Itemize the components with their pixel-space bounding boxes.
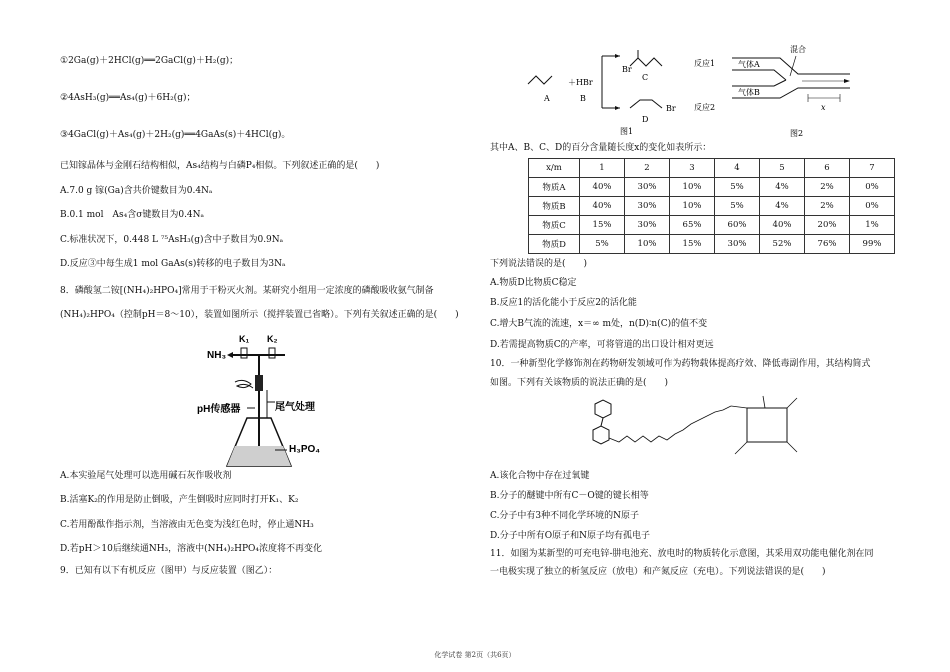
table-cell: 物质D [529,235,580,254]
table-row [529,235,895,254]
q10-option-d: D.分子中所有O原子和N原子均有孤电子 [490,531,651,541]
table-cell: 4% [760,197,805,216]
table-header-cell: 6 [805,159,850,178]
table-row [529,197,895,216]
equation-1: ①2Ga(g)＋2HCl(g)══2GaCl(g)＋H₂(g)； [60,56,239,66]
percentage-table [528,158,895,254]
table-cell: 10% [625,235,670,254]
table-cell: 52% [760,235,805,254]
reaction-figure-2 [690,40,870,138]
table-cell: 30% [625,197,670,216]
q7-stem: 已知镓晶体与金刚石结构相似，As₄结构与白磷P₄相似。下列叙述正确的是( ) [60,161,380,171]
table-row [529,216,895,235]
table-cell: 2% [805,178,850,197]
reaction-figure-1 [520,38,700,138]
table-header-cell: 5 [760,159,805,178]
q8-apparatus-figure [195,330,345,470]
table-cell: 0% [850,197,895,216]
page-footer: 化学试卷 第2页（共6页） [434,651,516,659]
k2-label: K₂ [267,334,278,344]
fig1-br-2: Br [666,104,676,113]
fig2-gas-a: 气体A [738,60,760,69]
q10-stem-line1: 10．一种新型化学修饰剂在药物研发领域可作为药物载体提高疗效、降低毒副作用，其结构简式 [490,359,871,369]
table-cell: 10% [670,178,715,197]
q10-stem-line2: 如图。下列有关该物质的说法正确的是( ) [490,378,669,388]
table-cell: 40% [760,216,805,235]
table-row [529,178,895,197]
fig2-x-label: x [821,103,826,112]
q8-option-a: A.本实验尾气处理可以选用碱石灰作吸收剂 [60,471,232,481]
table-header-cell: 4 [715,159,760,178]
table-cell: 40% [580,178,625,197]
fig2-gas-b: 气体B [738,88,760,97]
q7-option-d: D.反应③中每生成1 mol GaAs(s)转移的电子数目为3Nₐ [60,259,286,269]
table-cell: 5% [715,197,760,216]
table-intro: 其中A、B、C、D的百分含量随长度x的变化如表所示： [490,143,712,153]
q11-stem-line2: 一电极实现了独立的析氢反应（放电）和产氮反应（充电）。下列说法错误的是( ) [490,567,826,577]
table-header-cell: 2 [625,159,670,178]
q10-structure-figure [575,390,825,470]
table-cell: 物质A [529,178,580,197]
q8-option-b: B.活塞K₂的作用是防止倒吸，产生倒吸时应同时打开K₁、K₂ [60,495,299,505]
q7-option-a: A.7.0 g 镓(Ga)含共价键数目为0.4Nₐ [60,186,213,196]
fig1-caption: 图1 [620,127,634,136]
k1-label: K₁ [239,334,250,344]
q9-stem: 9．已知有以下有机反应（图甲）与反应装置（图乙）： [60,566,278,576]
q11-stem-line1: 11．如图为某新型的可充电锌-肼电池充、放电时的物质转化示意图，其采用双功能电催化剂在同 [490,549,874,559]
fig1-label-b: B [580,94,586,103]
fig1-br-1: Br [622,65,632,74]
table-cell: 40% [580,197,625,216]
fig2-caption: 图2 [790,129,804,138]
fig2-reaction-1: 反应1 [694,59,716,68]
table-cell: 2% [805,197,850,216]
table-header-cell: 7 [850,159,895,178]
equation-3: ③4GaCl(g)＋As₄(g)＋2H₂(g)══4GaAs(s)＋4HCl(g)。 [60,130,291,140]
table-cell: 76% [805,235,850,254]
fig1-plus-hbr: ＋HBr [568,78,593,87]
q8-stem-line2: (NH₄)₂HPO₄（控制pH＝8～10），装置如图所示（搅拌装置已省略）。下列有关叙述正确的是( ) [60,310,459,320]
fig1-label-c: C [642,73,649,82]
q7-option-b: B.0.1 mol As₄含σ键数目为0.4Nₐ [60,210,205,220]
fig2-mix-label: 混合 [790,45,806,54]
table-cell: 物质B [529,197,580,216]
table-cell: 30% [715,235,760,254]
q8-option-c: C.若用酚酞作指示剂，当溶液由无色变为浅红色时，停止通NH₃ [60,520,314,530]
ph-sensor-label: pH传感器 [197,404,241,415]
table-cell: 30% [625,216,670,235]
table-cell: 10% [670,197,715,216]
table-cell: 0% [850,178,895,197]
table-header-row [529,159,895,178]
table-cell: 20% [805,216,850,235]
table-cell: 99% [850,235,895,254]
q10-option-a: A.该化合物中存在过氧键 [490,471,590,481]
table-cell: 15% [670,235,715,254]
table-cell: 15% [580,216,625,235]
q9-question: 下列说法错误的是( ) [490,259,588,269]
table-header-cell: x/m [529,159,580,178]
table-header-cell: 3 [670,159,715,178]
table-cell: 1% [850,216,895,235]
table-cell: 65% [670,216,715,235]
table-cell: 30% [625,178,670,197]
q9-option-b: B.反应1的活化能小于反应2的活化能 [490,298,637,308]
table-cell: 5% [580,235,625,254]
q8-option-d: D.若pH＞10后继续通NH₃，溶液中(NH₄)₂HPO₄浓度将不再变化 [60,544,323,554]
q7-option-c: C.标准状况下，0.448 L ⁷⁵AsH₃(g)含中子数目为0.9Nₐ [60,235,284,245]
q8-stem-line1: 8．磷酸氢二铵[(NH₄)₂HPO₄]常用于干粉灭火剂。某研究小组用一定浓度的磷酸吸收氨气制备 [60,286,434,296]
table-header-cell: 1 [580,159,625,178]
table-cell: 5% [715,178,760,197]
q10-option-b: B.分子的醚键中所有C－O键的键长相等 [490,491,649,501]
q9-option-c: C.增大B气流的流速，x＝∞ m处，n(D)∶n(C)的值不变 [490,319,708,329]
q10-option-c: C.分子中有3种不同化学环境的N原子 [490,511,640,521]
equation-2: ②4AsH₃(g)══As₄(g)＋6H₂(g)； [60,93,196,103]
nh3-label: NH₃ [207,350,227,361]
fig1-label-a: A [544,94,550,103]
h3po4-label: H₃PO₄ [289,444,321,455]
table-cell: 60% [715,216,760,235]
fig1-label-d: D [642,115,649,124]
q9-option-d: D.若需提高物质C的产率，可将管道的出口设计相对更远 [490,340,714,350]
fig2-reaction-2: 反应2 [694,103,716,112]
tail-gas-label: 尾气处理 [275,402,315,413]
q9-option-a: A.物质D比物质C稳定 [490,278,577,288]
table-cell: 物质C [529,216,580,235]
table-cell: 4% [760,178,805,197]
